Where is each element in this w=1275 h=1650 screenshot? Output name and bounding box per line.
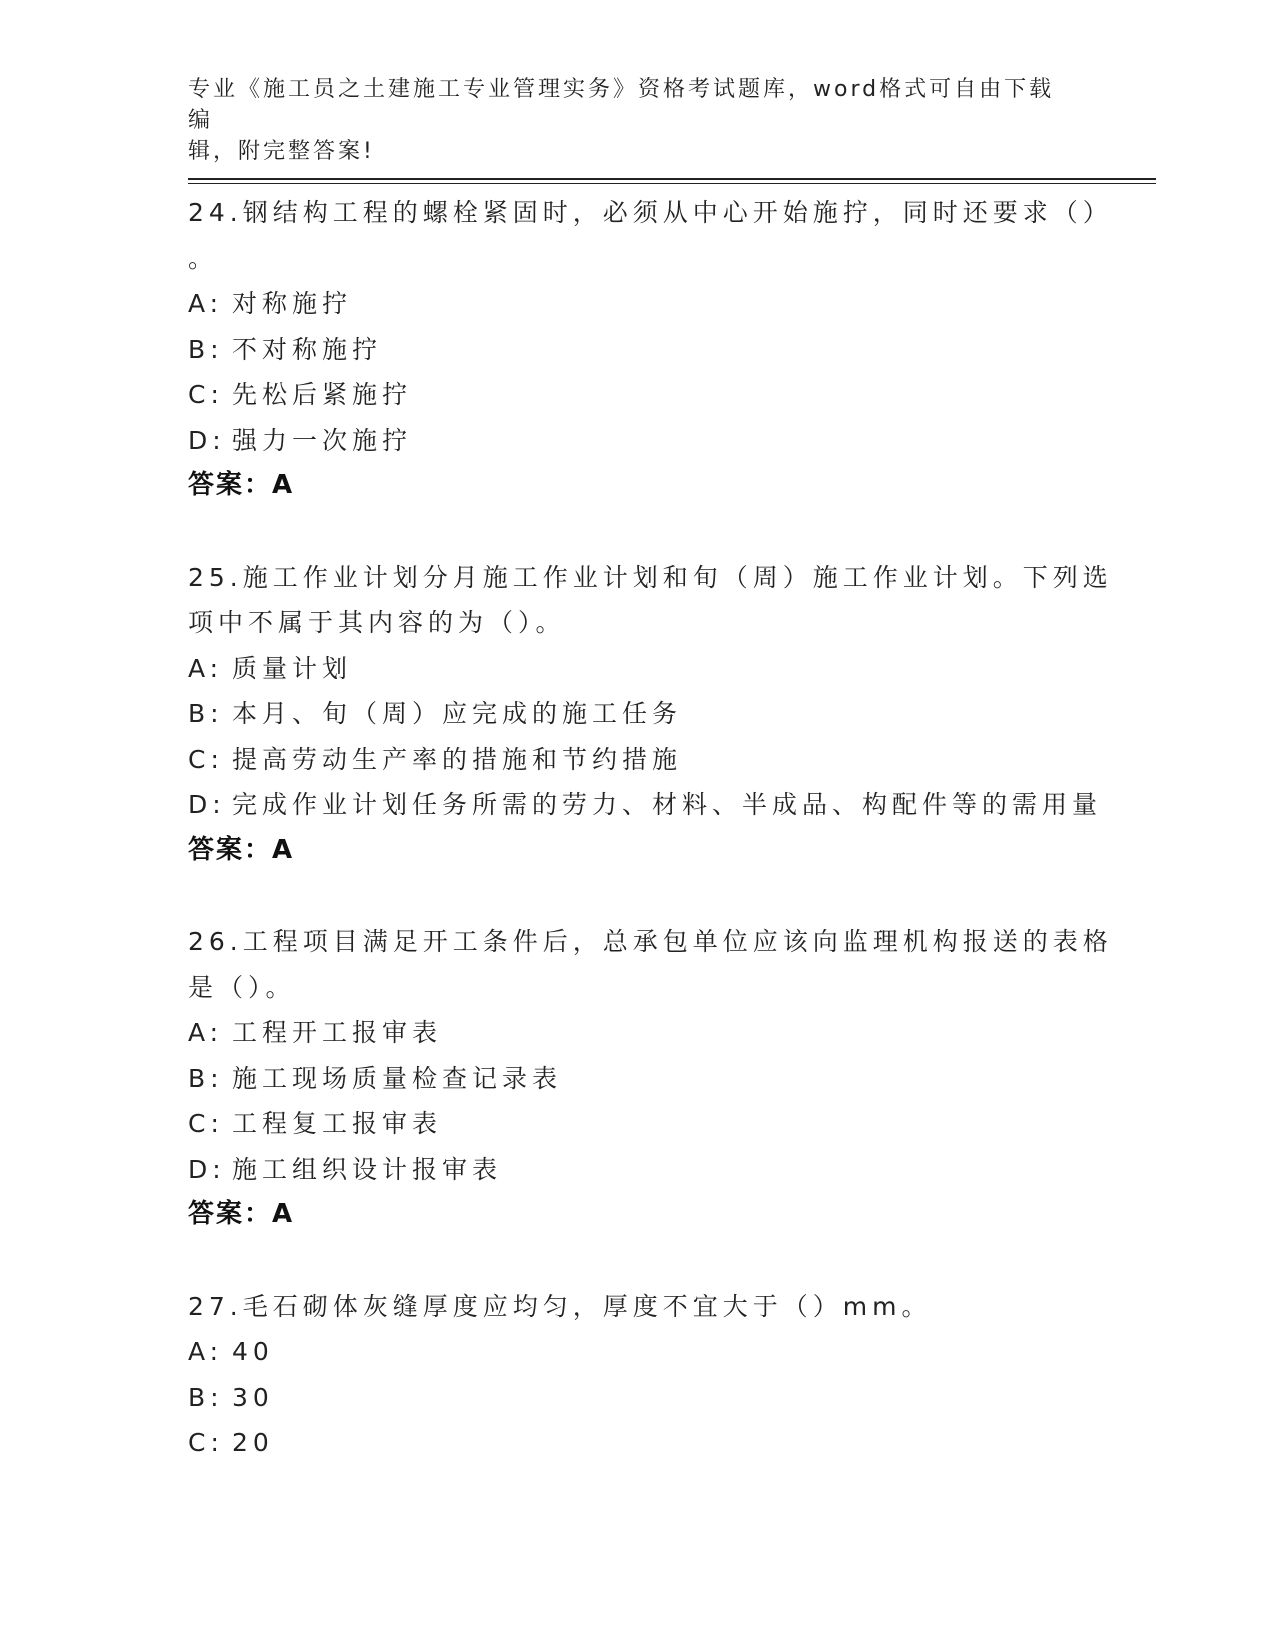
option-c <box>188 1101 1088 1147</box>
option-label: C: <box>188 380 224 409</box>
question-stem: 项中不属于其内容的为（）。 <box>188 608 566 637</box>
option-label: A: <box>188 1337 224 1366</box>
option-text: 不对称施拧 <box>232 334 383 364</box>
question-stem: 24.钢结构工程的螺栓紧固时，必须从中心开始施拧，同时还要求（） <box>188 198 1113 227</box>
option-d <box>188 418 1088 464</box>
question-stem: 25.施工作业计划分月施工作业计划和旬（周）施工作业计划。下列选 <box>188 562 1113 592</box>
answer: 答案：A <box>188 834 295 865</box>
question-stem: 。 <box>188 243 219 273</box>
option-d <box>188 782 1103 828</box>
option-label: C: <box>188 744 224 774</box>
option-d <box>188 1147 1088 1193</box>
option-text: 20 <box>232 1428 274 1457</box>
option-label: B: <box>188 334 224 364</box>
option-c <box>188 372 1088 418</box>
answer: 答案：A <box>188 470 295 500</box>
question-27 <box>188 1284 1088 1466</box>
question-list <box>188 190 1113 1466</box>
option-label: B: <box>188 699 224 728</box>
page-header <box>188 74 1068 167</box>
option-a <box>188 1010 1088 1056</box>
answer: 答案：A <box>188 1199 295 1229</box>
option-label: A: <box>188 289 224 318</box>
option-label: D: <box>188 1154 226 1184</box>
option-b <box>188 327 1088 373</box>
question-stem: 26.工程项目满足开工条件后，总承包单位应该向监理机构报送的表格 <box>188 927 1113 956</box>
option-c <box>188 737 1088 783</box>
spacer <box>188 1238 1088 1284</box>
option-label: C: <box>188 1109 224 1138</box>
option-b <box>188 691 1088 737</box>
question-25 <box>188 555 1113 874</box>
option-text: 强力一次施拧 <box>232 425 413 455</box>
option-a <box>188 646 1088 692</box>
option-b <box>188 1056 1088 1102</box>
option-text: 对称施拧 <box>232 289 353 318</box>
option-a <box>188 1329 1088 1375</box>
option-label: B: <box>188 1063 224 1093</box>
option-label: D: <box>188 425 226 455</box>
option-label: A: <box>188 653 224 683</box>
question-stem: 27.毛石砌体灰缝厚度应均匀，厚度不宜大于（）mm。 <box>188 1291 932 1321</box>
option-text: 先松后紧施拧 <box>232 380 413 409</box>
option-text: 质量计划 <box>232 653 353 683</box>
spacer <box>188 873 1088 919</box>
question-stem: 是（）。 <box>188 972 296 1002</box>
header-rule-thin <box>188 183 1156 184</box>
option-text: 30 <box>232 1382 274 1412</box>
option-text: 40 <box>232 1337 274 1366</box>
option-a <box>188 281 1088 327</box>
option-text: 施工现场质量检查记录表 <box>232 1063 563 1093</box>
header-line-1: 专业《施工员之土建施工专业管理实务》资格考试题库，word格式可自由下载编 <box>188 77 1055 133</box>
option-text: 施工组织设计报审表 <box>232 1154 503 1184</box>
option-c <box>188 1420 1088 1466</box>
option-label: B: <box>188 1382 224 1412</box>
option-label: A: <box>188 1018 224 1047</box>
question-24 <box>188 190 1113 509</box>
header-line-2: 辑，附完整答案! <box>188 139 375 164</box>
header-rule-thick <box>188 178 1156 180</box>
question-26 <box>188 919 1113 1238</box>
option-text: 提高劳动生产率的措施和节约措施 <box>232 744 683 774</box>
option-text: 完成作业计划任务所需的劳力、材料、半成品、构配件等的需用量 <box>232 790 1103 819</box>
option-text: 工程复工报审表 <box>232 1109 443 1138</box>
option-text: 工程开工报审表 <box>232 1018 443 1047</box>
spacer <box>188 509 1088 555</box>
option-label: C: <box>188 1428 224 1457</box>
option-b <box>188 1375 1088 1421</box>
option-text: 本月、旬（周）应完成的施工任务 <box>232 699 683 728</box>
option-label: D: <box>188 790 226 819</box>
